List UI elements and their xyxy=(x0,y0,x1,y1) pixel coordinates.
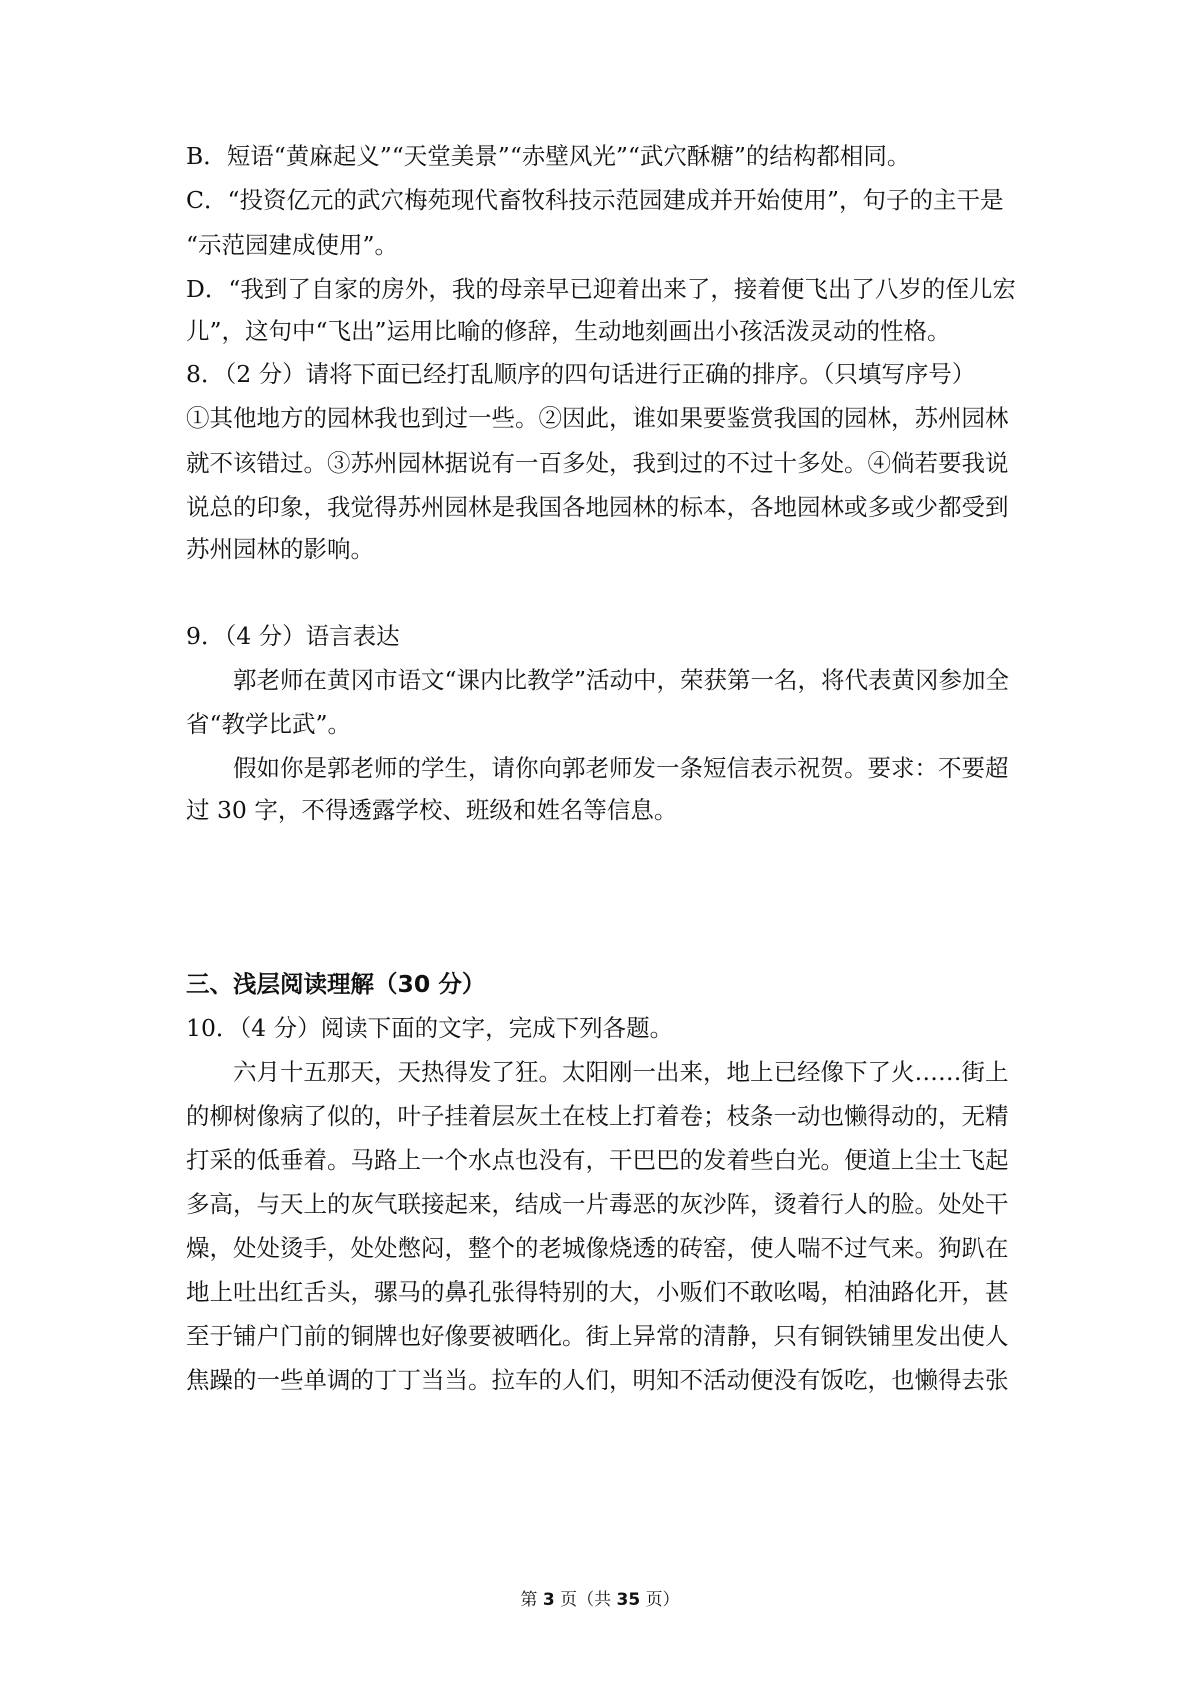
q7-option-b: B．短语“黄麻起义”“天堂美景”“赤壁风光”“武穴酥糖”的结构都相同。 xyxy=(186,142,911,170)
q10-stem: 10．（4 分）阅读下面的文字，完成下列各题。 xyxy=(186,1014,674,1042)
q10-passage-line: 焦躁的一些单调的丁丁当当。拉车的人们，明知不活动便没有饭吃，也懒得去张 xyxy=(186,1366,1009,1394)
q8-stem: 8．（2 分）请将下面已经打乱顺序的四句话进行正确的排序。（只填写序号） xyxy=(186,360,976,388)
footer-prefix: 第 xyxy=(520,1590,538,1610)
q7-option-d-line1: D．“我到了自家的房外，我的母亲早已迎着出来了，接着便飞出了八岁的侄儿宏 xyxy=(186,275,1016,303)
q10-passage-line: 打采的低垂着。马路上一个水点也没有，干巴巴的发着些白光。便道上尘土飞起 xyxy=(186,1146,1009,1174)
page-footer xyxy=(0,1588,1200,1612)
q7-option-c-line2: “示范园建成使用”。 xyxy=(186,231,399,259)
section-3-heading: 三、浅层阅读理解（30 分） xyxy=(186,970,486,998)
q9-stem: 9．（4 分）语言表达 xyxy=(186,622,400,650)
q10-passage-line: 六月十五那天，天热得发了狂。太阳刚一出来，地上已经像下了火……街上 xyxy=(233,1058,1009,1086)
footer-page-number: 3 xyxy=(542,1590,555,1610)
q9-para2-line1: 假如你是郭老师的学生，请你向郭老师发一条短信表示祝贺。要求：不要超 xyxy=(233,754,1009,782)
q10-passage-line: 的柳树像病了似的，叶子挂着层灰土在枝上打着卷；枝条一动也懒得动的，无精 xyxy=(186,1102,1009,1130)
footer-suffix: 页） xyxy=(645,1590,680,1610)
q8-body-line1: ①其他地方的园林我也到过一些。②因此，谁如果要鉴赏我国的园林，苏州园林 xyxy=(186,404,1009,432)
q7-option-c-line1: C．“投资亿元的武穴梅苑现代畜牧科技示范园建成并开始使用”，句子的主干是 xyxy=(186,186,1004,214)
footer-total-pages: 35 xyxy=(616,1590,641,1610)
q10-passage-line: 燥，处处烫手，处处憋闷，整个的老城像烧透的砖窑，使人喘不过气来。狗趴在 xyxy=(186,1234,1009,1262)
q9-para2-line2: 过 30 字，不得透露学校、班级和姓名等信息。 xyxy=(186,796,678,824)
q10-passage-line: 至于铺户门前的铜牌也好像要被晒化。街上异常的清静，只有铜铁铺里发出使人 xyxy=(186,1322,1009,1350)
q8-body-line2: 就不该错过。③苏州园林据说有一百多处，我到过的不过十多处。④倘若要我说 xyxy=(186,449,1009,477)
q9-para1-line1: 郭老师在黄冈市语文“课内比教学”活动中，荣获第一名，将代表黄冈参加全 xyxy=(233,666,1010,694)
q10-passage-line: 多高，与天上的灰气联接起来，结成一片毒恶的灰沙阵，烫着行人的脸。处处干 xyxy=(186,1190,1009,1218)
q8-body-line3: 说总的印象，我觉得苏州园林是我国各地园林的标本，各地园林或多或少都受到 xyxy=(186,493,1009,521)
footer-middle: 页（共 xyxy=(560,1590,612,1610)
q9-para1-line2: 省“教学比武”。 xyxy=(186,710,352,738)
q7-option-d-line2: 儿”，这句中“飞出”运用比喻的修辞，生动地刻画出小孩活泼灵动的性格。 xyxy=(186,317,951,345)
q8-body-line4: 苏州园林的影响。 xyxy=(186,535,374,563)
q10-passage-line: 地上吐出红舌头，骡马的鼻孔张得特别的大，小贩们不敢吆喝，柏油路化开，甚 xyxy=(186,1278,1009,1306)
